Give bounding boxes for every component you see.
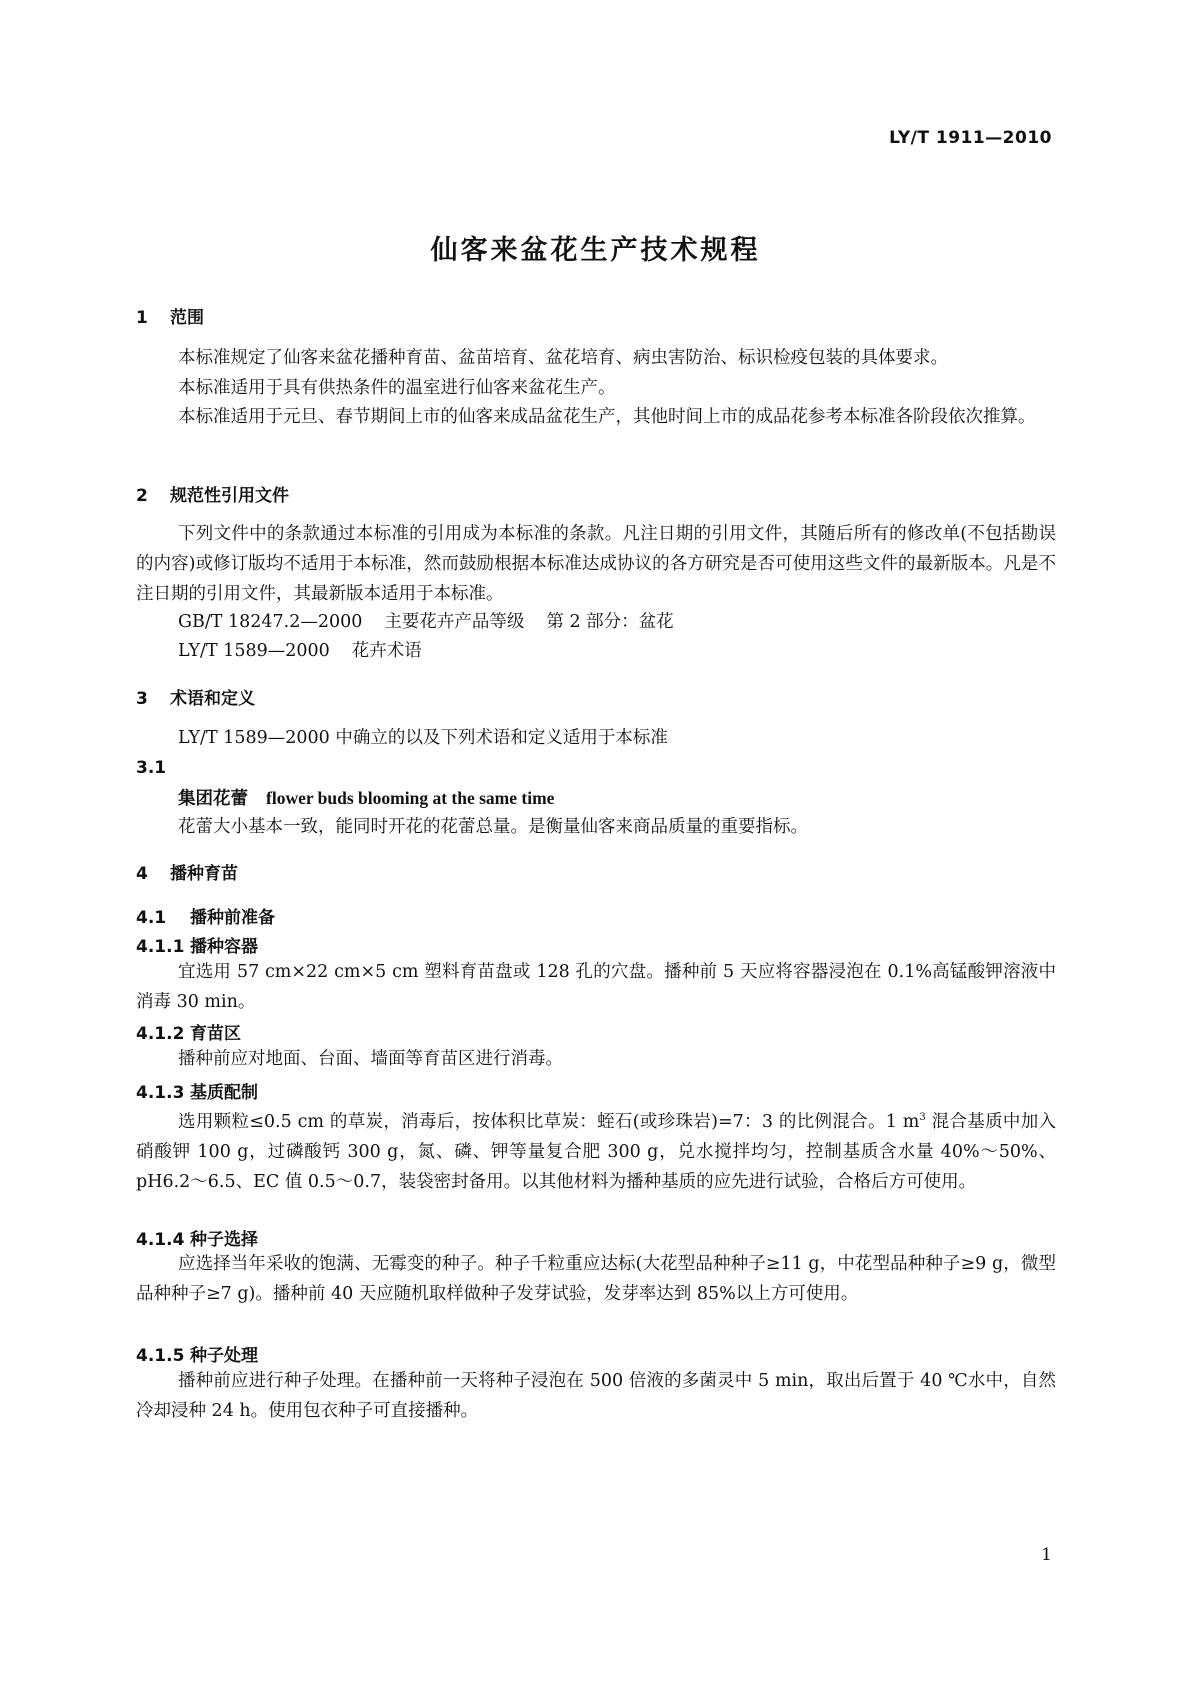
section-1-paragraph-2: 本标准适用于具有供热条件的温室进行仙客来盆花生产。 bbox=[178, 378, 616, 398]
subsection-4-1-5-paragraph: 播种前应进行种子处理。在播种前一天将种子浸泡在 500 倍液的多菌灵中 5 min，取出后置于 40 ℃水中，自然冷却浸种 24 h。使用包衣种子可直接播种。 bbox=[136, 1371, 1056, 1421]
reference-title: 花卉术语 bbox=[351, 641, 422, 661]
section-3-heading bbox=[136, 684, 1056, 709]
subsection-4-1-3-paragraph bbox=[136, 1103, 1056, 1197]
reference-title: 主要花卉产品等级 bbox=[384, 612, 525, 632]
section-2-paragraph: 下列文件中的条款通过本标准的引用成为本标准的条款。凡注日期的引用文件，其随后所有的修改单(不包括勘误的内容)或修订版均不适用于本标准，然而鼓励根据本标准达成协议的各方研究是否可使用这些文件的最新版本。凡是不注日期的引用文件，其最新版本适用于本标准。 bbox=[136, 524, 1056, 604]
reference-item-1 bbox=[136, 607, 1098, 637]
subsection-title: 种子选择 bbox=[190, 1230, 258, 1250]
page-number: 1 bbox=[1041, 1545, 1052, 1565]
document-title: 仙客来盆花生产技术规程 bbox=[430, 235, 761, 266]
subsection-number: 4.1.2 bbox=[136, 1024, 185, 1044]
subsection-title: 基质配制 bbox=[190, 1083, 258, 1103]
reference-code: LY/T 1589—2000 bbox=[178, 641, 330, 661]
section-1-heading bbox=[136, 303, 1056, 328]
subsection-title: 播种容器 bbox=[190, 937, 258, 957]
subsection-title: 播种前准备 bbox=[190, 908, 275, 928]
subsection-4-1-1-paragraph: 宜选用 57 cm×22 cm×5 cm 塑料育苗盘或 128 孔的穴盘。播种前 5 天应将容器浸泡在 0.1%高锰酸钾溶液中消毒 30 min。 bbox=[136, 962, 1056, 1012]
subsection-4-1-1-heading bbox=[136, 932, 1056, 957]
section-4-heading bbox=[136, 859, 1056, 884]
subsection-4-1-2-heading bbox=[136, 1019, 1056, 1044]
term-english: flower buds blooming at the same time bbox=[266, 788, 555, 808]
section-title: 术语和定义 bbox=[170, 689, 255, 709]
superscript-3: 3 bbox=[919, 1112, 926, 1123]
term-definition: 花蕾大小基本一致，能同时开花的花蕾总量。是衡量仙客来商品质量的重要指标。 bbox=[178, 817, 808, 837]
section-1-paragraph-3: 本标准适用于元旦、春节期间上市的仙客来成品盆花生产，其他时间上市的成品花参考本标准各阶段依次推算。 bbox=[178, 407, 1036, 427]
subsection-4-1-3-heading bbox=[136, 1078, 1056, 1103]
reference-code: GB/T 18247.2—2000 bbox=[178, 612, 363, 632]
term-chinese: 集团花蕾 bbox=[178, 789, 248, 809]
section-1-paragraph-1: 本标准规定了仙客来盆花播种育苗、盆苗培育、盆花培育、病虫害防治、标识检疫包装的具体要求。 bbox=[178, 348, 948, 368]
section-3-paragraph: LY/T 1589—2000 中确立的以及下列术语和定义适用于本标准 bbox=[178, 728, 668, 748]
subsection-title: 育苗区 bbox=[190, 1024, 241, 1044]
subsection-3-1-number: 3.1 bbox=[136, 758, 167, 778]
subsection-number: 4.1.4 bbox=[136, 1230, 185, 1250]
standard-code: LY/T 1911—2010 bbox=[889, 128, 1052, 148]
section-number: 1 bbox=[136, 308, 148, 328]
term-entry bbox=[136, 783, 1098, 814]
section-2-heading bbox=[136, 481, 1056, 506]
paragraph-text-part-2: 混合基质中加入硝酸钾 100 g，过磷酸钙 300 g，氮、磷、钾等量复合肥 300 g，兑水搅拌均匀，控制基质含水量 40%～50%、pH6.2～6.5、EC 值 0.5～0.7，装袋密封备用。以其他材料为播种基质的应先进行试验，合格后方可使用。 bbox=[136, 1111, 1057, 1192]
subsection-4-1-5-heading bbox=[136, 1341, 1056, 1366]
subsection-title: 种子处理 bbox=[190, 1346, 258, 1366]
reference-item-2 bbox=[136, 636, 1098, 666]
section-title: 规范性引用文件 bbox=[170, 486, 289, 506]
section-title: 范围 bbox=[170, 308, 204, 328]
section-number: 3 bbox=[136, 689, 148, 709]
section-number: 4 bbox=[136, 864, 148, 884]
subsection-4-1-2-paragraph: 播种前应对地面、台面、墙面等育苗区进行消毒。 bbox=[178, 1049, 563, 1069]
section-title: 播种育苗 bbox=[170, 864, 238, 884]
subsection-number: 4.1 bbox=[136, 908, 167, 928]
section-number: 2 bbox=[136, 486, 148, 506]
subsection-number: 4.1.1 bbox=[136, 937, 185, 957]
subsection-number: 4.1.5 bbox=[136, 1346, 185, 1366]
subsection-number: 4.1.3 bbox=[136, 1083, 185, 1103]
subsection-4-1-heading bbox=[136, 903, 1056, 928]
subsection-4-1-4-heading bbox=[136, 1225, 1056, 1250]
reference-part: 第 2 部分：盆花 bbox=[546, 612, 674, 632]
subsection-4-1-4-paragraph: 应选择当年采收的饱满、无霉变的种子。种子千粒重应达标(大花型品种种子≥11 g，中花型品种种子≥9 g，微型品种种子≥7 g)。播种前 40 天应随机取样做种子发芽试验，发芽率达到 85%以上方可使用。 bbox=[136, 1254, 1056, 1304]
paragraph-text-part-1: 选用颗粒≤0.5 cm 的草炭，消毒后，按体积比草炭：蛭石(或珍珠岩)=7：3 的比例混合。1 m bbox=[178, 1111, 920, 1132]
